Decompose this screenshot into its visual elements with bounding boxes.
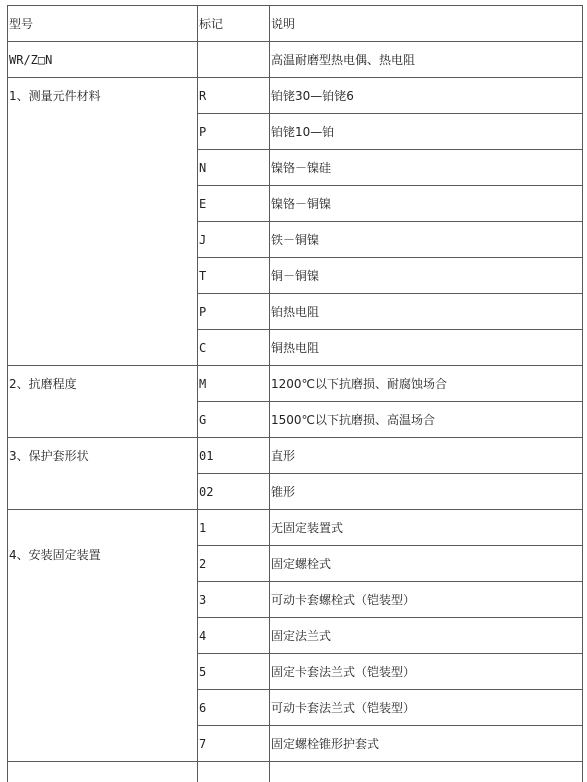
- row-mark: J: [198, 222, 270, 258]
- row-desc: 铜热电阻: [270, 330, 583, 366]
- row-desc: 固定卡套法兰式（铠装型）: [270, 654, 583, 690]
- row-desc: 固定法兰式: [270, 618, 583, 654]
- row-desc: 镍铬－铜镍: [270, 186, 583, 222]
- model-mark-empty: [198, 42, 270, 78]
- row-desc: 锥形: [270, 474, 583, 510]
- row-mark: G: [198, 402, 270, 438]
- group-label-sheath: 3、保护套形状: [8, 438, 198, 510]
- row-desc: 固定螺栓式: [270, 546, 583, 582]
- row-mark: 1: [198, 510, 270, 546]
- row-mark: P: [198, 114, 270, 150]
- row-mark: 7: [198, 726, 270, 762]
- row-desc: 镍铬－镍硅: [270, 150, 583, 186]
- table-row: [8, 366, 583, 402]
- row-desc: 直形: [270, 438, 583, 474]
- row-mark: 01: [198, 438, 270, 474]
- model-desc: 高温耐磨型热电偶、热电阻: [270, 42, 583, 78]
- group-label-material: 1、测量元件材料: [8, 78, 198, 366]
- row-mark: P: [198, 294, 270, 330]
- model-row: [8, 42, 583, 78]
- header-model: 型号: [8, 6, 198, 42]
- row-mark: 5: [198, 654, 270, 690]
- row-desc: 铁－铜镍: [270, 222, 583, 258]
- table-row: [8, 438, 583, 474]
- row-mark: C: [198, 330, 270, 366]
- row-mark: 4: [198, 618, 270, 654]
- table-row: [8, 78, 583, 114]
- row-mark: M: [198, 366, 270, 402]
- row-desc: 铜－铜镍: [270, 258, 583, 294]
- spec-table: [7, 5, 583, 782]
- row-desc: 1200℃以下抗磨损、耐腐蚀场合: [270, 366, 583, 402]
- row-mark: T: [198, 258, 270, 294]
- header-desc: 说明: [270, 6, 583, 42]
- row-desc: 固定螺栓锥形护套式: [270, 726, 583, 762]
- group-label-mounting: 4、安装固定装置: [8, 510, 198, 762]
- header-mark: 标记: [198, 6, 270, 42]
- row-mark: E: [198, 186, 270, 222]
- row-desc: 可动卡套法兰式（铠装型）: [270, 690, 583, 726]
- row-mark: N: [198, 150, 270, 186]
- row-mark: 6: [198, 690, 270, 726]
- row-desc: 铂铑30—铂铑6: [270, 78, 583, 114]
- row-desc: 无固定装置式: [270, 510, 583, 546]
- row-desc: 可动卡套螺栓式（铠装型）: [270, 582, 583, 618]
- row-mark: 3: [198, 582, 270, 618]
- row-mark: 2: [198, 546, 270, 582]
- row-desc: 铂热电阻: [270, 294, 583, 330]
- group-label-wear: 2、抗磨程度: [8, 366, 198, 438]
- row-desc: 1500℃以下抗磨损、高温场合: [270, 402, 583, 438]
- header-row: [8, 6, 583, 42]
- model-code: WR/Z□N: [8, 42, 198, 78]
- row-mark: R: [198, 78, 270, 114]
- table-row: [8, 510, 583, 546]
- row-desc: 铂铑10—铂: [270, 114, 583, 150]
- row-mark: 02: [198, 474, 270, 510]
